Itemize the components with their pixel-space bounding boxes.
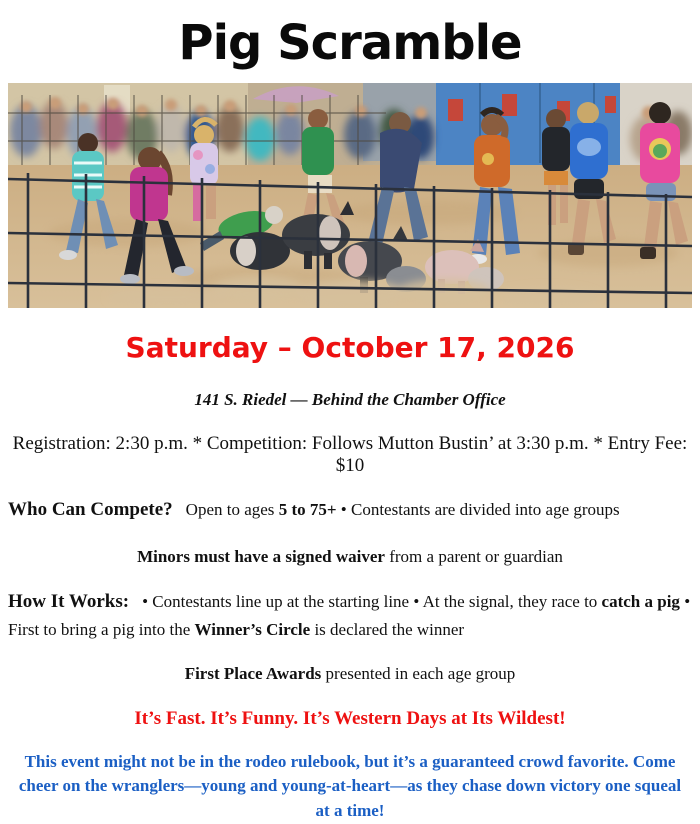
how-it-works-line: How It Works: • Contestants line up at the starting line • At the signal, they race to catch a pig • First to bring a pig into the Winner’s Circle is declared the winner xyxy=(8,591,691,639)
tagline: It’s Fast. It’s Funny. It’s Western Days at Its Wildest! xyxy=(134,707,566,729)
event-photo-illustration xyxy=(8,83,692,308)
page-title: Pig Scramble xyxy=(178,15,522,71)
schedule-line: Registration: 2:30 p.m. * Competition: Follows Mutton Bustin’ at 3:30 p.m. * Entry Fee: $10 xyxy=(12,433,688,477)
awards-line: First Place Awards presented in each age group xyxy=(184,664,516,684)
footer-note: This event might not be in the rodeo rulebook, but it’s a guaranteed crowd favorite. Come cheer on the wranglers—young and young-at-heart—as they chase down victory one squeal at a time! xyxy=(18,751,682,820)
who-can-compete-line: Who Can Compete? Open to ages 5 to 75+ • Contestants are divided into age groups xyxy=(8,499,620,521)
event-date-heading: Saturday – October 17, 2026 xyxy=(125,331,575,365)
event-location: 141 S. Riedel — Behind the Chamber Office xyxy=(194,390,506,410)
event-photo xyxy=(8,83,692,308)
pig-scramble-flyer xyxy=(0,12,700,820)
waiver-line: Minors must have a signed waiver from a parent or guardian xyxy=(137,546,563,566)
